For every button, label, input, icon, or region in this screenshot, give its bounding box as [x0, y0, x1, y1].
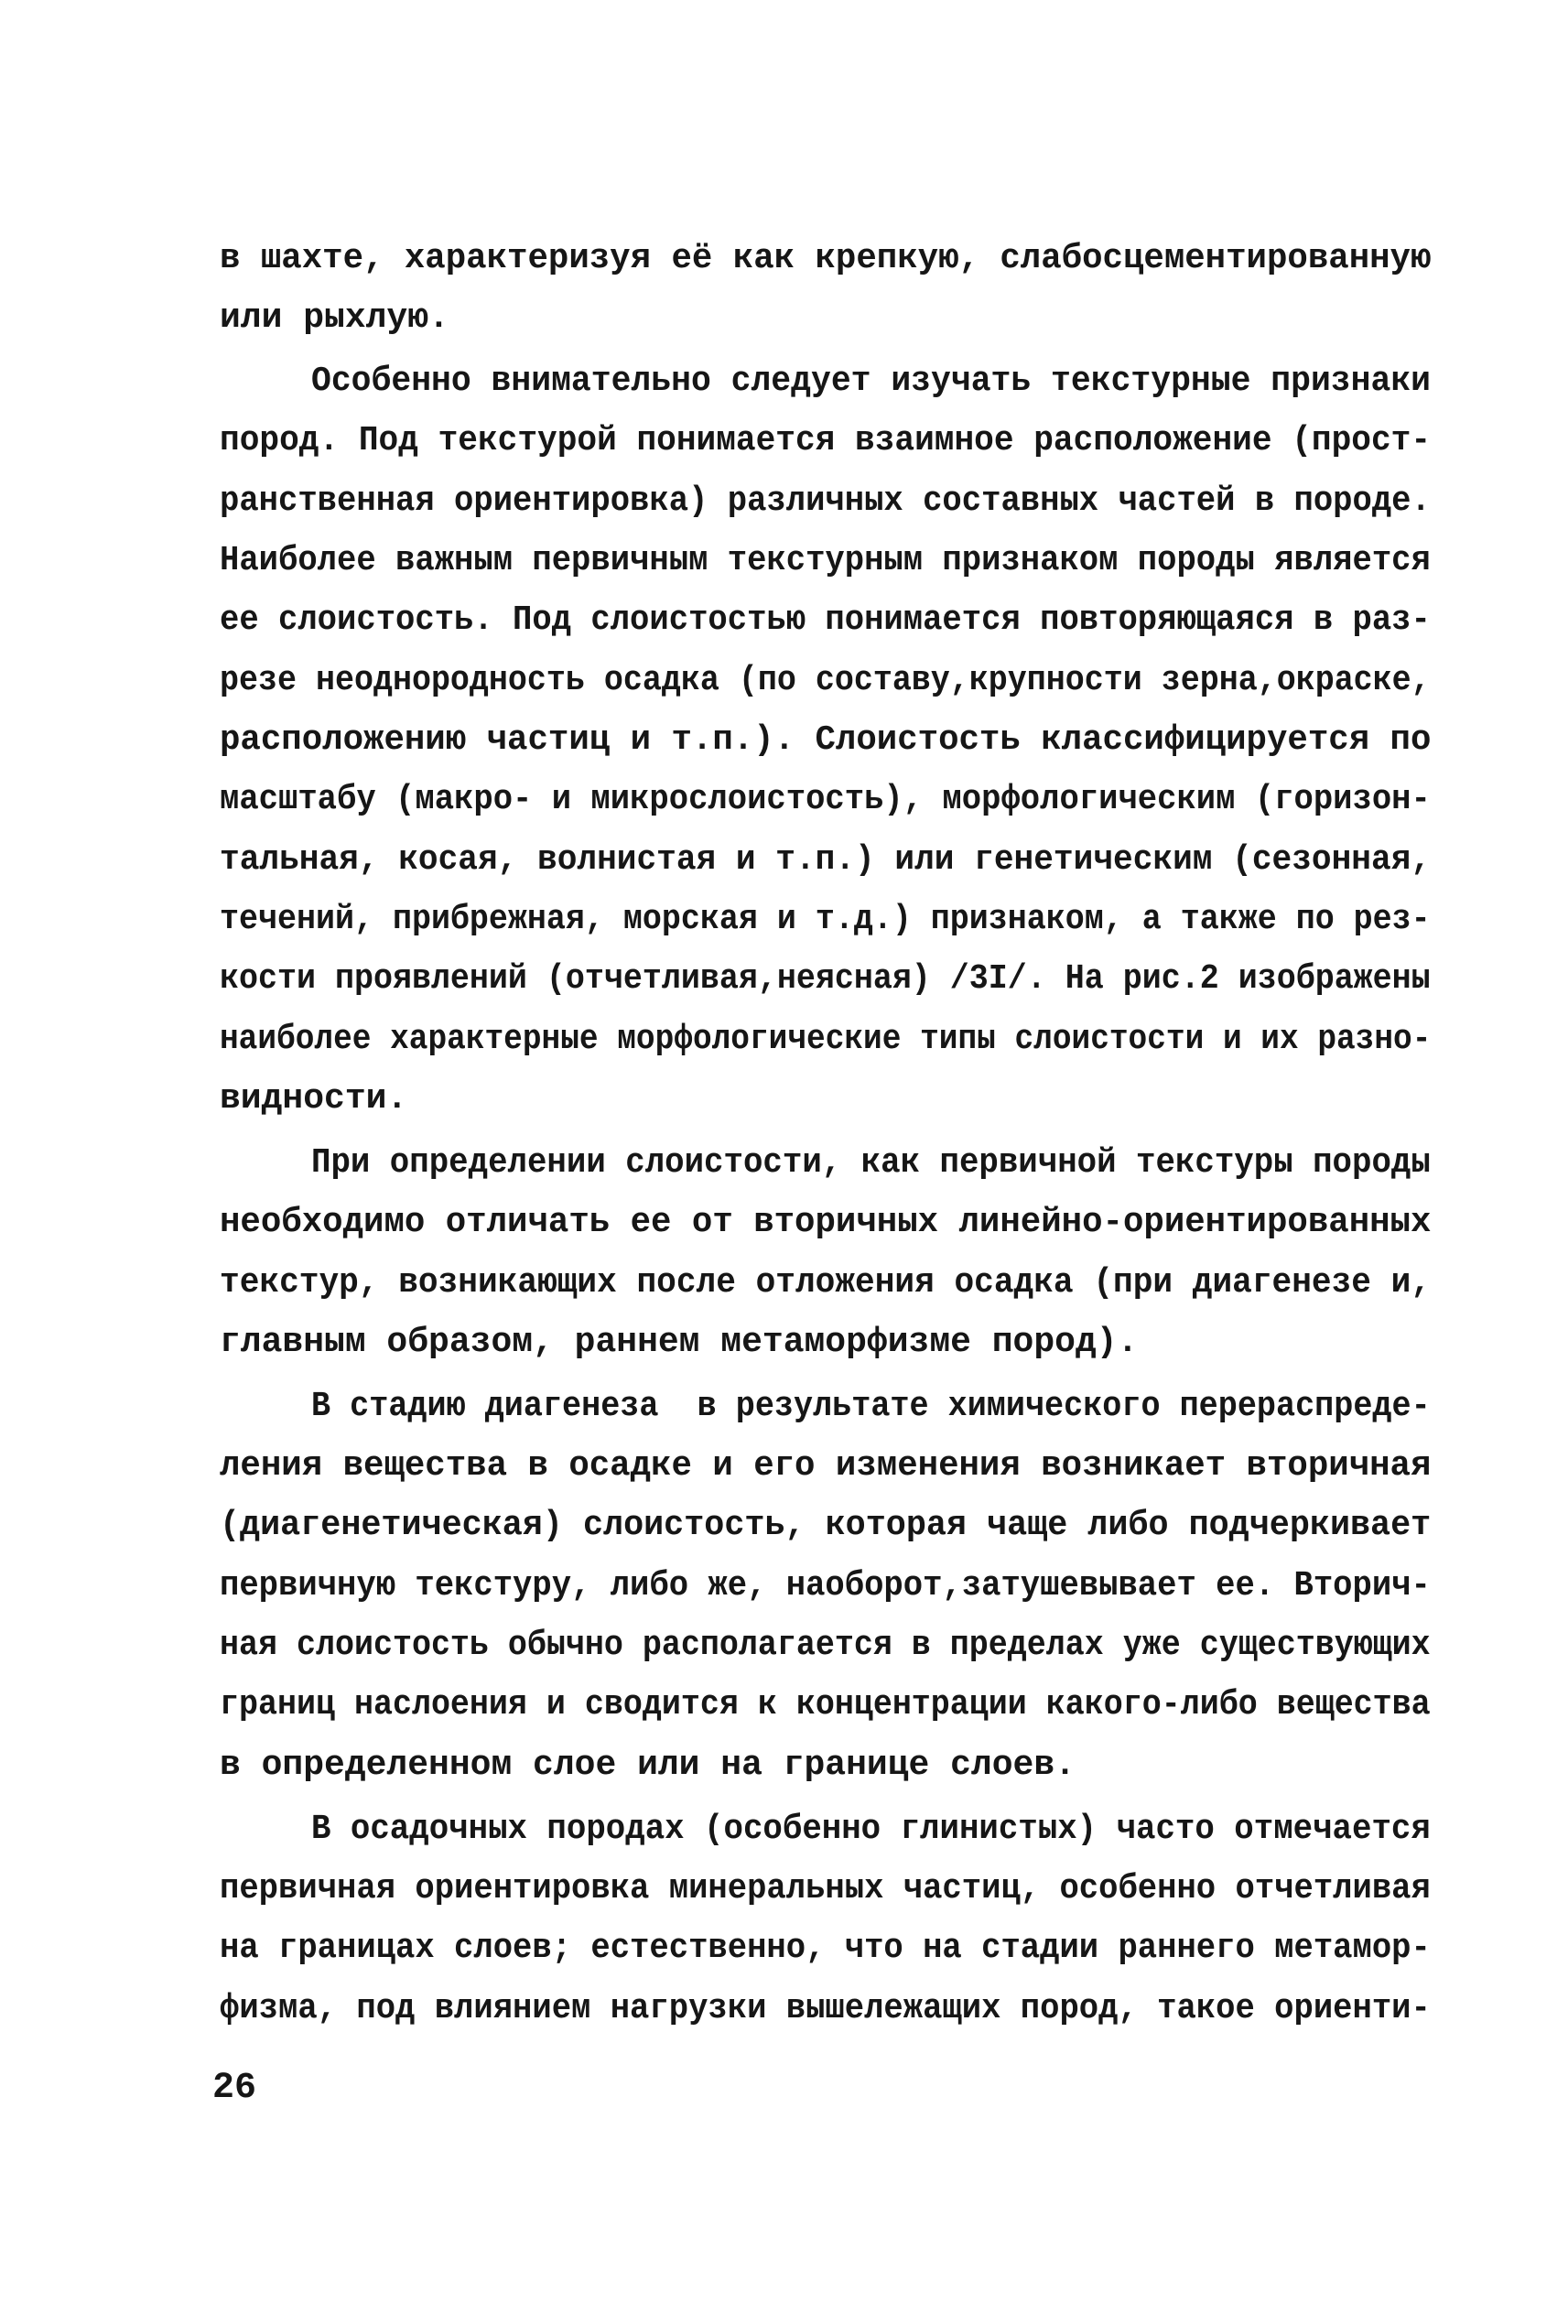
text-line: масштабу (макро- и микрослоистость), морфологическим (горизон-	[220, 780, 1431, 819]
text-line: или рыхлую.	[220, 298, 449, 338]
text-line: наиболее характерные морфологические типы слоистости и их разно-	[220, 1020, 1432, 1059]
text-line: расположению частиц и т.п.). Слоистость классифицируется по	[220, 720, 1432, 760]
text-line: кости проявлений (отчетливая,неясная) /3I/. На рис.2 изображены	[220, 959, 1431, 999]
paragraph-first-line: Особенно внимательно следует изучать текстурные признаки	[311, 362, 1432, 401]
text-line: необходимо отличать ее от вторичных линейно-ориентированных	[220, 1203, 1432, 1242]
text-line: видности.	[220, 1079, 408, 1119]
page-number: 26	[212, 2068, 257, 2109]
paragraph-first-line: При определении слоистости, как первичной текстуры породы	[311, 1143, 1431, 1183]
text-line: пород. Под текстурой понимается взаимное расположение (прост-	[220, 421, 1432, 460]
text-line: на границах слоев; естественно, что на стадии раннего метамор-	[220, 1929, 1431, 1968]
text-line: первичную текстуру, либо же, наоборот,затушевывает ее. Вторич-	[220, 1566, 1431, 1605]
text-line: первичная ориентировка минеральных частиц, особенно отчетливая	[220, 1869, 1431, 1908]
text-line: в определенном слое или на границе слоев.	[220, 1746, 1076, 1785]
text-line: ления вещества в осадке и его изменения возникает вторичная	[220, 1446, 1432, 1486]
text-line: тальная, косая, волнистая и т.п.) или генетическим (сезонная,	[220, 840, 1432, 880]
text-line: резе неоднородность осадка (по составу,крупности зерна,окраске,	[220, 661, 1431, 700]
text-line: (диагенетическая) слоистость, которая чаще либо подчеркивает	[220, 1506, 1432, 1545]
text-line: течений, прибрежная, морская и т.д.) признаком, а также по рез-	[220, 900, 1431, 939]
text-line: главным образом, раннем метаморфизме пород).	[220, 1323, 1139, 1362]
paragraph-first-line: В стадию диагенеза в результате химического перераспреде-	[311, 1387, 1431, 1426]
text-line: ранственная ориентировка) различных составных частей в породе.	[220, 481, 1431, 521]
text-line: ная слоистость обычно располагается в пределах уже существующих	[220, 1626, 1431, 1665]
paragraph-first-line: В осадочных породах (особенно глинистых) часто отмечается	[311, 1810, 1431, 1849]
text-line: Наиболее важным первичным текстурным признаком породы является	[220, 541, 1431, 580]
text-line: в шахте, характеризуя её как крепкую, слабосцементированную	[220, 239, 1432, 278]
text-line: текстур, возникающих после отложения осадка (при диагенезе и,	[220, 1263, 1432, 1303]
text-line: ее слоистость. Под слоистостью понимается повторяющаяся в раз-	[220, 600, 1431, 640]
text-line: границ наслоения и сводится к концентрации какого-либо вещества	[220, 1685, 1431, 1724]
text-line: физма, под влиянием нагрузки вышележащих пород, такое ориенти-	[220, 1989, 1431, 2028]
